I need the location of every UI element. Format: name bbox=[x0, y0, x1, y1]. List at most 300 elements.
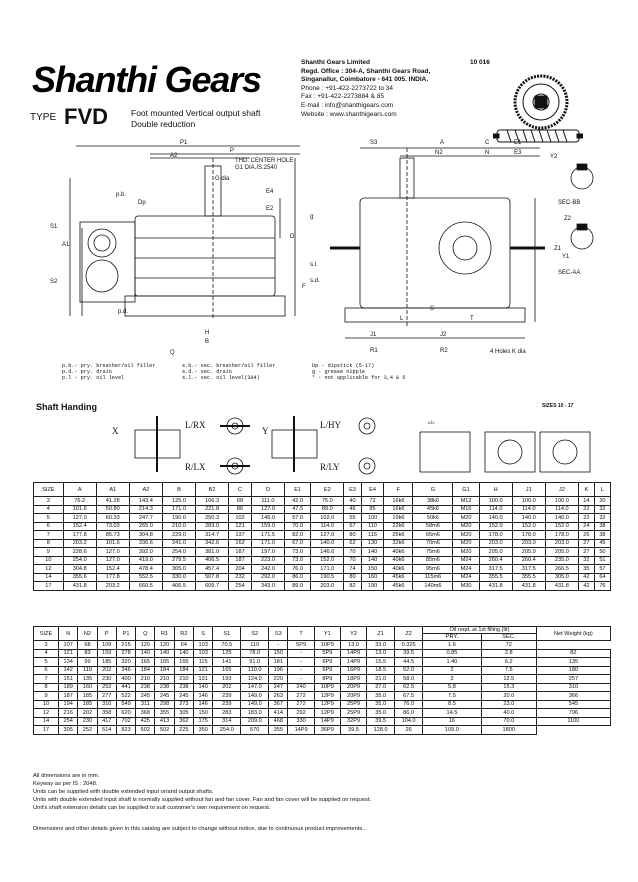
table-cell: 314.7 bbox=[196, 531, 229, 540]
table-cell: 16k6 bbox=[384, 505, 413, 514]
table-cell: 115 bbox=[194, 658, 213, 667]
table-cell: 86 bbox=[229, 505, 252, 514]
table-cell: 478.4 bbox=[129, 565, 162, 574]
table-cell: 310 bbox=[97, 700, 116, 709]
table-cell: 140 bbox=[361, 548, 384, 557]
label-y1: Y1 bbox=[562, 254, 570, 260]
table-cell: M16 bbox=[453, 505, 479, 514]
label-e4: E4 bbox=[266, 189, 274, 195]
table-cell: 254 bbox=[229, 582, 252, 591]
table-row bbox=[34, 658, 611, 667]
table-cell: 2 bbox=[423, 666, 482, 675]
table-cell: 165 bbox=[136, 658, 155, 667]
table-cell: 137 bbox=[229, 531, 252, 540]
table-cell: 190.0 bbox=[162, 514, 195, 523]
table-cell: 89.0 bbox=[311, 505, 344, 514]
table-cell: 82 bbox=[536, 649, 610, 658]
description-line-2: Double reduction bbox=[131, 119, 196, 129]
legend-other bbox=[312, 363, 405, 382]
company-info bbox=[301, 59, 481, 119]
table-cell: 35.0 bbox=[367, 709, 395, 718]
table-cell: 400 bbox=[116, 675, 135, 684]
column-header: E2 bbox=[311, 483, 344, 497]
table-cell: 305 bbox=[59, 726, 78, 735]
table-cell: 254.0 bbox=[162, 548, 195, 557]
table-cell: 107 bbox=[59, 641, 78, 650]
product-type bbox=[30, 104, 280, 134]
table-cell: M24 bbox=[453, 565, 479, 574]
table-cell: 203.2 bbox=[96, 582, 129, 591]
table-cell: 70.0 bbox=[285, 522, 311, 531]
table-cell: 194 bbox=[59, 700, 78, 709]
table-cell: 70.0 bbox=[481, 717, 536, 726]
table-cell: 215 bbox=[116, 641, 135, 650]
table-cell: 127.0 bbox=[63, 514, 96, 523]
column-header: SIZE bbox=[34, 483, 64, 497]
table-cell: 181 bbox=[269, 658, 288, 667]
label-f: F bbox=[302, 284, 306, 290]
table-cell: 205.0 bbox=[545, 548, 578, 557]
company-fax: Fax : +91-422-2273884 & 85 bbox=[301, 93, 384, 101]
label-gdia: G dia bbox=[215, 176, 230, 182]
table-cell: 109.0 bbox=[423, 726, 482, 735]
table-cell: 310 bbox=[536, 683, 610, 692]
handing-x: X bbox=[112, 426, 119, 436]
column-header: R2 bbox=[174, 627, 193, 641]
table-cell: 202 bbox=[97, 666, 116, 675]
table-cell: 252 bbox=[78, 726, 97, 735]
table-cell: 305.0 bbox=[162, 565, 195, 574]
legend-item: g - grease nipple bbox=[312, 369, 365, 376]
label-p: P bbox=[230, 148, 235, 154]
table-cell: 3 bbox=[423, 675, 482, 684]
table-cell: 22 bbox=[578, 514, 594, 523]
table-cell: 8P9 bbox=[314, 675, 340, 684]
table-cell: 314 bbox=[213, 717, 241, 726]
table-row bbox=[34, 692, 611, 701]
table-row bbox=[34, 700, 611, 709]
table-cell: 229.0 bbox=[162, 531, 195, 540]
table-cell: 14P9 bbox=[340, 658, 366, 667]
label-q: Q bbox=[170, 350, 175, 356]
label-a: A bbox=[440, 140, 445, 146]
table-cell: 620 bbox=[116, 709, 135, 718]
table-cell: 14P9 bbox=[314, 717, 340, 726]
table-cell: 134 bbox=[59, 658, 78, 667]
table-cell: 150 bbox=[194, 709, 213, 718]
table-cell: 127.0 bbox=[251, 505, 284, 514]
oil-subheader: SEC. bbox=[481, 634, 536, 641]
type-description bbox=[131, 108, 260, 130]
table-cell: 18P9 bbox=[340, 675, 366, 684]
table-row bbox=[34, 548, 611, 557]
table-cell: 149.0 bbox=[241, 700, 269, 709]
label-s1: S1 bbox=[50, 224, 58, 230]
table-cell: 140.0 bbox=[479, 514, 512, 523]
table-cell: 91.0 bbox=[241, 658, 269, 667]
table-cell: 240 bbox=[288, 683, 314, 692]
table-cell: 120 bbox=[155, 641, 174, 650]
table-cell: 89.0 bbox=[285, 582, 311, 591]
table-cell: 381.0 bbox=[196, 548, 229, 557]
table-cell: 18.5 bbox=[367, 666, 395, 675]
table-cell: 210 bbox=[136, 675, 155, 684]
label-pd: p.d. bbox=[118, 309, 129, 315]
table-cell: 4 bbox=[34, 505, 64, 514]
sizes-label: SIZES 10 - 17 bbox=[542, 403, 574, 409]
label-e2: E2 bbox=[266, 206, 274, 212]
legend-item: * - not applicable for 3,4 & 5 bbox=[312, 375, 406, 382]
table-cell: 305.0 bbox=[545, 573, 578, 582]
table-cell: 70m6 bbox=[413, 539, 453, 548]
table-cell: - bbox=[288, 649, 314, 658]
table-cell: 45 bbox=[594, 539, 610, 548]
table-cell: 83 bbox=[78, 649, 97, 658]
table-cell: 6P9 bbox=[314, 666, 340, 675]
table-cell: 8 bbox=[34, 683, 59, 692]
company-phone: Phone : +91-422-2273722 to 34 bbox=[301, 84, 393, 92]
table-cell: 7.5 bbox=[423, 692, 482, 701]
label-sl: s.l. bbox=[310, 262, 318, 268]
table-cell: 58m6 bbox=[413, 522, 453, 531]
table-cell: 6 bbox=[34, 666, 59, 675]
handing-rx: L/RX bbox=[185, 420, 206, 430]
company-name: Shanthi Gears Limited bbox=[301, 59, 370, 66]
table-cell: 50 bbox=[594, 548, 610, 557]
table-cell: - bbox=[288, 666, 314, 675]
handing-hy: L/HY bbox=[320, 420, 341, 430]
table-cell: 146.0 bbox=[251, 514, 284, 523]
table-cell: 304.8 bbox=[63, 565, 96, 574]
label-s3: S3 bbox=[370, 140, 378, 146]
table-cell: 111.0 bbox=[251, 497, 284, 506]
table-cell: 24 bbox=[578, 522, 594, 531]
table-cell: 67 bbox=[344, 522, 361, 531]
label-t: T bbox=[470, 316, 474, 322]
table-cell: 205.0 bbox=[479, 548, 512, 557]
table-cell: 12P9 bbox=[314, 709, 340, 718]
table-cell: 100.0 bbox=[479, 497, 512, 506]
table-cell: 230 bbox=[97, 675, 116, 684]
table-cell: 468 bbox=[269, 717, 288, 726]
table-cell: 14P9 bbox=[340, 649, 366, 658]
column-header: P1 bbox=[116, 627, 135, 641]
table-cell: 26 bbox=[395, 726, 423, 735]
table-cell: 52.0 bbox=[395, 666, 423, 675]
table-cell: 406.5 bbox=[196, 556, 229, 565]
column-header: H bbox=[479, 483, 512, 497]
table-cell: M30 bbox=[453, 582, 479, 591]
table-cell: 355 bbox=[155, 709, 174, 718]
table-cell: 190 bbox=[361, 582, 384, 591]
table-cell: 65m6 bbox=[413, 531, 453, 540]
column-header: B2 bbox=[196, 483, 229, 497]
column-header: E3 bbox=[344, 483, 361, 497]
table-cell: 257 bbox=[536, 675, 610, 684]
table-cell: 64 bbox=[174, 641, 193, 650]
label-z1: Z1 bbox=[554, 246, 562, 252]
table-cell: 72 bbox=[481, 641, 536, 650]
table-cell: 25P9 bbox=[340, 709, 366, 718]
table-cell: 185 bbox=[97, 658, 116, 667]
table-cell: 17 bbox=[34, 726, 59, 735]
table-cell: 320 bbox=[116, 658, 135, 667]
table-cell: 152.4 bbox=[63, 522, 96, 531]
column-header: K bbox=[578, 483, 594, 497]
table-cell: 355.5 bbox=[479, 573, 512, 582]
table-cell: 2.8 bbox=[481, 649, 536, 658]
legend-item: Dp - dipstick (5-17) bbox=[312, 363, 375, 369]
label-r2: R2 bbox=[440, 348, 448, 354]
table-cell: 7 bbox=[34, 675, 59, 684]
table-cell: M20 bbox=[453, 531, 479, 540]
table-cell: 9 bbox=[34, 548, 64, 557]
table-cell: 230 bbox=[78, 717, 97, 726]
table-cell: 350 bbox=[194, 726, 213, 735]
table-cell: 121 bbox=[59, 649, 78, 658]
label-sd: s.d. bbox=[310, 278, 320, 284]
table-cell: 0.85 bbox=[423, 649, 482, 658]
table-cell: 51 bbox=[594, 556, 610, 565]
table-row bbox=[34, 522, 611, 531]
table-cell: 121 bbox=[194, 666, 213, 675]
table-cell: 42 bbox=[578, 573, 594, 582]
table-cell: 8 bbox=[34, 539, 64, 548]
column-header: N bbox=[59, 627, 78, 641]
table-cell: 14 bbox=[578, 497, 594, 506]
table-cell: 22k6 bbox=[384, 522, 413, 531]
table-cell: 1.6 bbox=[423, 641, 482, 650]
table-cell: 272 bbox=[288, 700, 314, 709]
table-cell: 127.0 bbox=[96, 548, 129, 557]
table-cell: 245 bbox=[155, 692, 174, 701]
table-cell: 140 bbox=[361, 556, 384, 565]
table-cell: 166.3 bbox=[196, 497, 229, 506]
table-cell: 39.5 bbox=[340, 726, 366, 735]
table-cell: 44.5 bbox=[395, 658, 423, 667]
table-cell: 203.0 bbox=[545, 539, 578, 548]
table-cell: 171.0 bbox=[311, 565, 344, 574]
table-cell: 1100 bbox=[536, 717, 610, 726]
table-cell: M20 bbox=[453, 514, 479, 523]
table-cell: 152.0 bbox=[512, 522, 545, 531]
oil-column-header: Oil reqd. at 1st filling (lit) bbox=[423, 627, 537, 634]
table-cell: 16k6 bbox=[384, 497, 413, 506]
type-code: FVD bbox=[64, 104, 108, 129]
table-cell: 8.5 bbox=[423, 700, 482, 709]
table-cell: 203.0 bbox=[479, 539, 512, 548]
table-cell: 330 bbox=[288, 717, 314, 726]
table-row bbox=[34, 641, 611, 650]
table-cell: 254.0 bbox=[63, 556, 96, 565]
table-cell: 140m6 bbox=[413, 582, 453, 591]
table-cell: 102 bbox=[229, 514, 252, 523]
column-header: Z1 bbox=[367, 627, 395, 641]
table-cell: 12.5 bbox=[481, 675, 536, 684]
table-cell: 202 bbox=[78, 709, 97, 718]
label-s: S bbox=[430, 306, 435, 312]
table-cell: 75.0 bbox=[311, 497, 344, 506]
table-cell: 142 bbox=[59, 666, 78, 675]
table-row bbox=[34, 497, 611, 506]
table-cell: 47.5 bbox=[285, 505, 311, 514]
table-cell: 292 bbox=[288, 709, 314, 718]
table-cell: 431.8 bbox=[545, 582, 578, 591]
table-cell: 305 bbox=[174, 709, 193, 718]
table-cell: 225 bbox=[174, 726, 193, 735]
table-cell: 187 bbox=[59, 692, 78, 701]
table-cell: 39.5 bbox=[367, 717, 395, 726]
table-cell: 292.0 bbox=[251, 573, 284, 582]
table-cell: 109 bbox=[97, 641, 116, 650]
legend-item: s.b.- sec. breather/oil filler bbox=[182, 363, 276, 369]
table-cell: 120 bbox=[136, 641, 155, 650]
label-b: B bbox=[205, 339, 210, 345]
table-cell: 368 bbox=[136, 709, 155, 718]
table-cell: 165 bbox=[174, 658, 193, 667]
table-cell: 110 bbox=[241, 641, 269, 650]
table-cell: 514 bbox=[97, 726, 116, 735]
table-cell: 141 bbox=[213, 658, 241, 667]
table-cell: 247 bbox=[269, 683, 288, 692]
brand-logo bbox=[30, 56, 268, 100]
table-cell: 70 bbox=[344, 548, 361, 557]
table-cell: 392.0 bbox=[129, 548, 162, 557]
table-cell: 23.0 bbox=[481, 700, 536, 709]
table-cell: 76 bbox=[594, 582, 610, 591]
table-cell: 115 bbox=[361, 531, 384, 540]
table-cell: 14 bbox=[34, 573, 64, 582]
table-cell: 457.4 bbox=[196, 565, 229, 574]
table-cell: 159.0 bbox=[251, 522, 284, 531]
column-header: A1 bbox=[96, 483, 129, 497]
column-header: G bbox=[413, 483, 453, 497]
table-cell: 38 bbox=[594, 531, 610, 540]
table-cell: 82.0 bbox=[285, 531, 311, 540]
table-cell: 273 bbox=[174, 700, 193, 709]
label-n2: N2 bbox=[435, 150, 443, 156]
column-header: R1 bbox=[155, 627, 174, 641]
table-cell: 330.0 bbox=[162, 573, 195, 582]
table-header-row bbox=[34, 483, 611, 497]
table-cell: 125.0 bbox=[162, 497, 195, 506]
table-cell: 277 bbox=[97, 692, 116, 701]
table-cell: 12P9 bbox=[314, 692, 340, 701]
table-cell: 39.5 bbox=[395, 649, 423, 658]
table-cell: 279.5 bbox=[162, 556, 195, 565]
table-cell: 42.0 bbox=[285, 497, 311, 506]
table-cell: 100.0 bbox=[512, 497, 545, 506]
table-cell: 80 bbox=[344, 531, 361, 540]
table-cell: 140 bbox=[155, 649, 174, 658]
company-address-1: Regd. Office : 304-A, Shanthi Gears Road, bbox=[301, 67, 431, 75]
legend-item: s.d.- sec. drain bbox=[182, 369, 232, 376]
table-cell: 36P9 bbox=[314, 726, 340, 735]
table-cell: 238 bbox=[155, 683, 174, 692]
table-cell: 58.0 bbox=[395, 675, 423, 684]
table-cell: 57.0 bbox=[285, 514, 311, 523]
table-cell: 184 bbox=[155, 666, 174, 675]
legend-item: s.l.- sec. oil level(3&4) bbox=[182, 375, 260, 382]
table-cell: 317.5 bbox=[479, 565, 512, 574]
legend-item: p.b.- pry. breather/oil filler bbox=[62, 363, 156, 369]
table-cell: 431.8 bbox=[63, 582, 96, 591]
label-h: H bbox=[205, 330, 210, 336]
table-cell: 40k6 bbox=[384, 548, 413, 557]
table-cell: 185 bbox=[78, 692, 97, 701]
table-cell: 14 bbox=[34, 717, 59, 726]
table-cell: 85 bbox=[361, 505, 384, 514]
label-y2: Y2 bbox=[550, 154, 558, 160]
table-cell: 50k6 bbox=[413, 514, 453, 523]
table-cell: 247.7 bbox=[129, 514, 162, 523]
legend-item: p.d.- pry. drain bbox=[62, 369, 112, 376]
column-header: T bbox=[288, 627, 314, 641]
table-cell: 32 bbox=[594, 514, 610, 523]
note-item: Unit's shaft extension details can be supplied to suit customer's own requirement on request. bbox=[33, 805, 271, 811]
label-p1: P1 bbox=[180, 140, 188, 146]
table-cell: 16P9 bbox=[340, 666, 366, 675]
table-cell: 40k6 bbox=[384, 556, 413, 565]
note-item: Units with double extended input shaft is normally supplied without fan and fan cover. Fan and fan cover will be supplied on request. bbox=[33, 797, 372, 803]
table-cell: 6 bbox=[34, 522, 64, 531]
table-cell: 220 bbox=[269, 675, 288, 684]
table-cell: 6P9 bbox=[314, 658, 340, 667]
column-header: Y1 bbox=[314, 627, 340, 641]
table-cell: 10 bbox=[34, 556, 64, 565]
table-cell: 85m6 bbox=[413, 556, 453, 565]
column-header: N2 bbox=[78, 627, 97, 641]
table-row bbox=[34, 709, 611, 718]
table-cell: 114.0 bbox=[545, 505, 578, 514]
disclaimer: Dimensions and other details given in this catalog are subject to change without notice, due to continuous product improvements.. bbox=[33, 826, 366, 832]
table-cell: 32k6 bbox=[384, 539, 413, 548]
table-cell: 159 bbox=[97, 649, 116, 658]
table-row bbox=[34, 531, 611, 540]
table-cell: 13.0 bbox=[367, 649, 395, 658]
table-cell: 76.0 bbox=[395, 700, 423, 709]
table-cell: 205.0 bbox=[512, 548, 545, 557]
table-cell: 57 bbox=[594, 565, 610, 574]
table-cell: 414 bbox=[269, 709, 288, 718]
table-cell: 362 bbox=[174, 717, 193, 726]
type-label: TYPE bbox=[30, 112, 57, 123]
table-cell: 6.2 bbox=[481, 658, 536, 667]
shaft-handing-drawings bbox=[30, 412, 608, 480]
dimension-table-1 bbox=[33, 482, 611, 591]
table-cell: 67.0 bbox=[285, 539, 311, 548]
table-cell: 140 bbox=[174, 649, 193, 658]
table-cell: 254 bbox=[59, 717, 78, 726]
table-cell: 42 bbox=[578, 582, 594, 591]
table-cell: 209.0 bbox=[241, 717, 269, 726]
table-cell: 1.40 bbox=[423, 658, 482, 667]
table-cell: 278 bbox=[116, 649, 135, 658]
table-cell: 140.0 bbox=[512, 514, 545, 523]
shaft-handing-title: Shaft Handing bbox=[36, 402, 97, 412]
table-cell: - bbox=[288, 658, 314, 667]
table-cell: 140 bbox=[194, 683, 213, 692]
table-cell: 413 bbox=[155, 717, 174, 726]
table-cell: 114.0 bbox=[479, 505, 512, 514]
column-header: SIZE bbox=[34, 627, 59, 641]
table-cell: 150 bbox=[269, 649, 288, 658]
table-cell: 7.5 bbox=[481, 666, 536, 675]
table-cell: 40.0 bbox=[481, 709, 536, 718]
table-cell: 165 bbox=[213, 666, 241, 675]
note-item: All dimensions are in mm. bbox=[33, 773, 100, 779]
table-cell: 27 bbox=[578, 548, 594, 557]
